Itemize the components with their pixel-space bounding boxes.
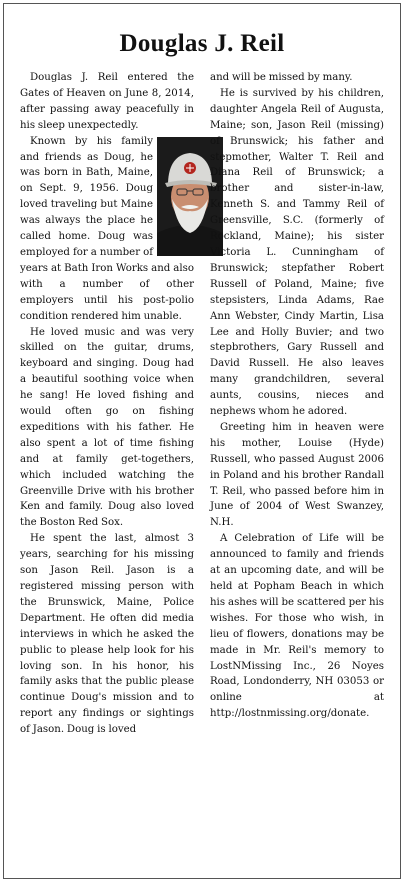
paragraph-search-continued: and will be missed by many. bbox=[210, 72, 353, 83]
paragraph-predeceased: Greeting him in heaven were his mother, Louise (Hyde) Russell, who passed August 2006 in Poland and his brother Randall T. Reil, who passed before him in June of 2004 of West Swanzey, N.H. bbox=[210, 421, 384, 529]
paragraph-celebration: A Celebration of Life will be announced to family and friends at an upcoming date, and will be held at Popham Beach in which his ashes will be scattered per his wishes. For those who wish, in lieu of flowers, donations may be made in Mr. Reil's memory to LostNMissing Inc., 26 Noyes Road, Londonderry, NH 03053 or online at http://lostnmissing.org/donate. bbox=[210, 533, 384, 720]
obituary-headline: Douglas J. Reil bbox=[119, 30, 285, 57]
paragraph-survivors: He is survived by his children, daughter Angela Reil of Augusta, Maine; son, Jason Reil (missing) of Brunswick; his father and stepmother, Walter T. Reil and Diana Reil of Brunswick; a brother and sister-in-law, Kenneth S. and Tammy Reil of Greensville, S.C. (formerly of Rockland, Maine); his sister Victoria L. Cunningham of Brunswick; stepfather Robert Russell of Poland, Maine; five stepsisters, Linda Adams, Rae Ann Webster, Cindy Martin, Lisa Lee and Holly Buvier; and two stepbrothers, Gary Russell and David Russell. He also leaves many grandchildren, several aunts, cousins, nieces and nephews whom he adored. bbox=[210, 87, 384, 418]
paragraph-search: He spent the last, almost 3 years, searching for his missing son Jason Reil. Jason is a registered missing person with the Brunswick, Maine, Police Department. He often did media interviews in which he asked the public to please help look for his loving son. In his honor, his family asks that the public please continue Doug's mission and to report any findings or sightings of Jason. Doug is loved bbox=[20, 533, 194, 736]
paragraph-intro: Douglas J. Reil entered the Gates of Heaven on June 8, 2014, after passing away peacefully in his sleep unexpectedly. bbox=[20, 72, 194, 131]
paragraph-biography: Known by his family and friends as Doug, he was born in Bath, Maine, on Sept. 9, 1956. Doug loved traveling but Maine was always the place he called home. Doug was employed for a number of years at Bath Iron Works and also with a number of other employers until his post-polio condition rendered him unable. bbox=[20, 135, 194, 322]
paragraph-hobbies: He loved music and was very skilled on the guitar, drums, keyboard and singing. Doug had a beautiful soothing voice when he sang! He loved fishing and would often go on fishing expeditions with his father. He also spent a lot of time fishing and at family get-togethers, which included watching the Greenville Drive with his brother Ken and family. Doug also loved the Boston Red Sox. bbox=[20, 326, 194, 529]
column-right bbox=[210, 70, 384, 870]
obituary-page bbox=[3, 3, 401, 879]
column-left bbox=[20, 70, 194, 870]
